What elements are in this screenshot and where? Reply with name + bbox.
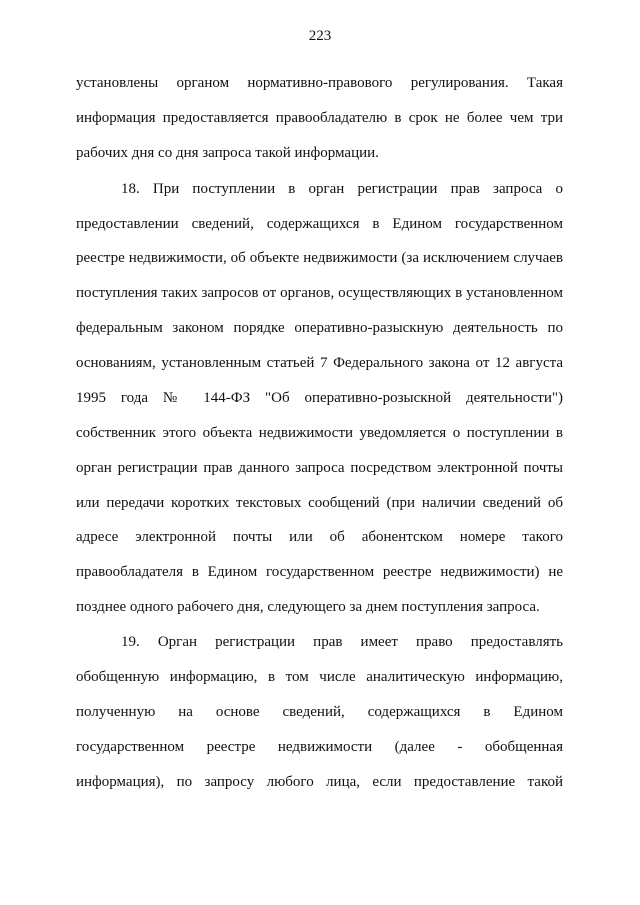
- text-line: собственник этого объекта недвижимости уведомляется о поступлении в: [76, 425, 563, 441]
- text-line: или передачи коротких текстовых сообщений (при наличии сведений об: [76, 495, 563, 511]
- text-line: информация), по запросу любого лица, если предоставление такой: [76, 774, 563, 790]
- text-line: поступления таких запросов от органов, осуществляющих в установленном: [76, 285, 563, 301]
- page-number: 223: [308, 28, 332, 44]
- text-line: информация предоставляется правообладателю в срок не более чем три: [76, 110, 563, 126]
- paragraph-19-first-line: 19. Орган регистрации прав имеет право предоставлять: [121, 634, 563, 650]
- text-line: 1995 года № 144-ФЗ "Об оперативно-розыскной деятельности"): [76, 390, 563, 406]
- text-line: основаниям, установленным статьей 7 Федерального закона от 12 августа: [76, 355, 563, 371]
- text-line: полученную на основе сведений, содержащихся в Едином: [76, 704, 563, 720]
- paragraph-18-first-line: 18. При поступлении в орган регистрации прав запроса о: [121, 181, 563, 197]
- text-line: установлены органом нормативно-правового регулирования. Такая: [76, 75, 563, 91]
- text-line: обобщенную информацию, в том числе аналитическую информацию,: [76, 669, 563, 685]
- text-line: предоставлении сведений, содержащихся в Едином государственном: [76, 216, 563, 232]
- text-line: правообладателя в Едином государственном реестре недвижимости) не: [76, 564, 563, 580]
- text-line: позднее одного рабочего дня, следующего за днем поступления запроса.: [76, 599, 540, 615]
- text-line: орган регистрации прав данного запроса посредством электронной почты: [76, 460, 563, 476]
- text-line: государственном реестре недвижимости (далее - обобщенная: [76, 739, 563, 755]
- text-line: адресе электронной почты или об абонентском номере такого: [76, 529, 563, 545]
- text-line: рабочих дня со дня запроса такой информации.: [76, 145, 379, 161]
- text-line: федеральным законом порядке оперативно-разыскную деятельность по: [76, 320, 563, 336]
- text-line: реестре недвижимости, об объекте недвижимости (за исключением случаев: [76, 250, 563, 266]
